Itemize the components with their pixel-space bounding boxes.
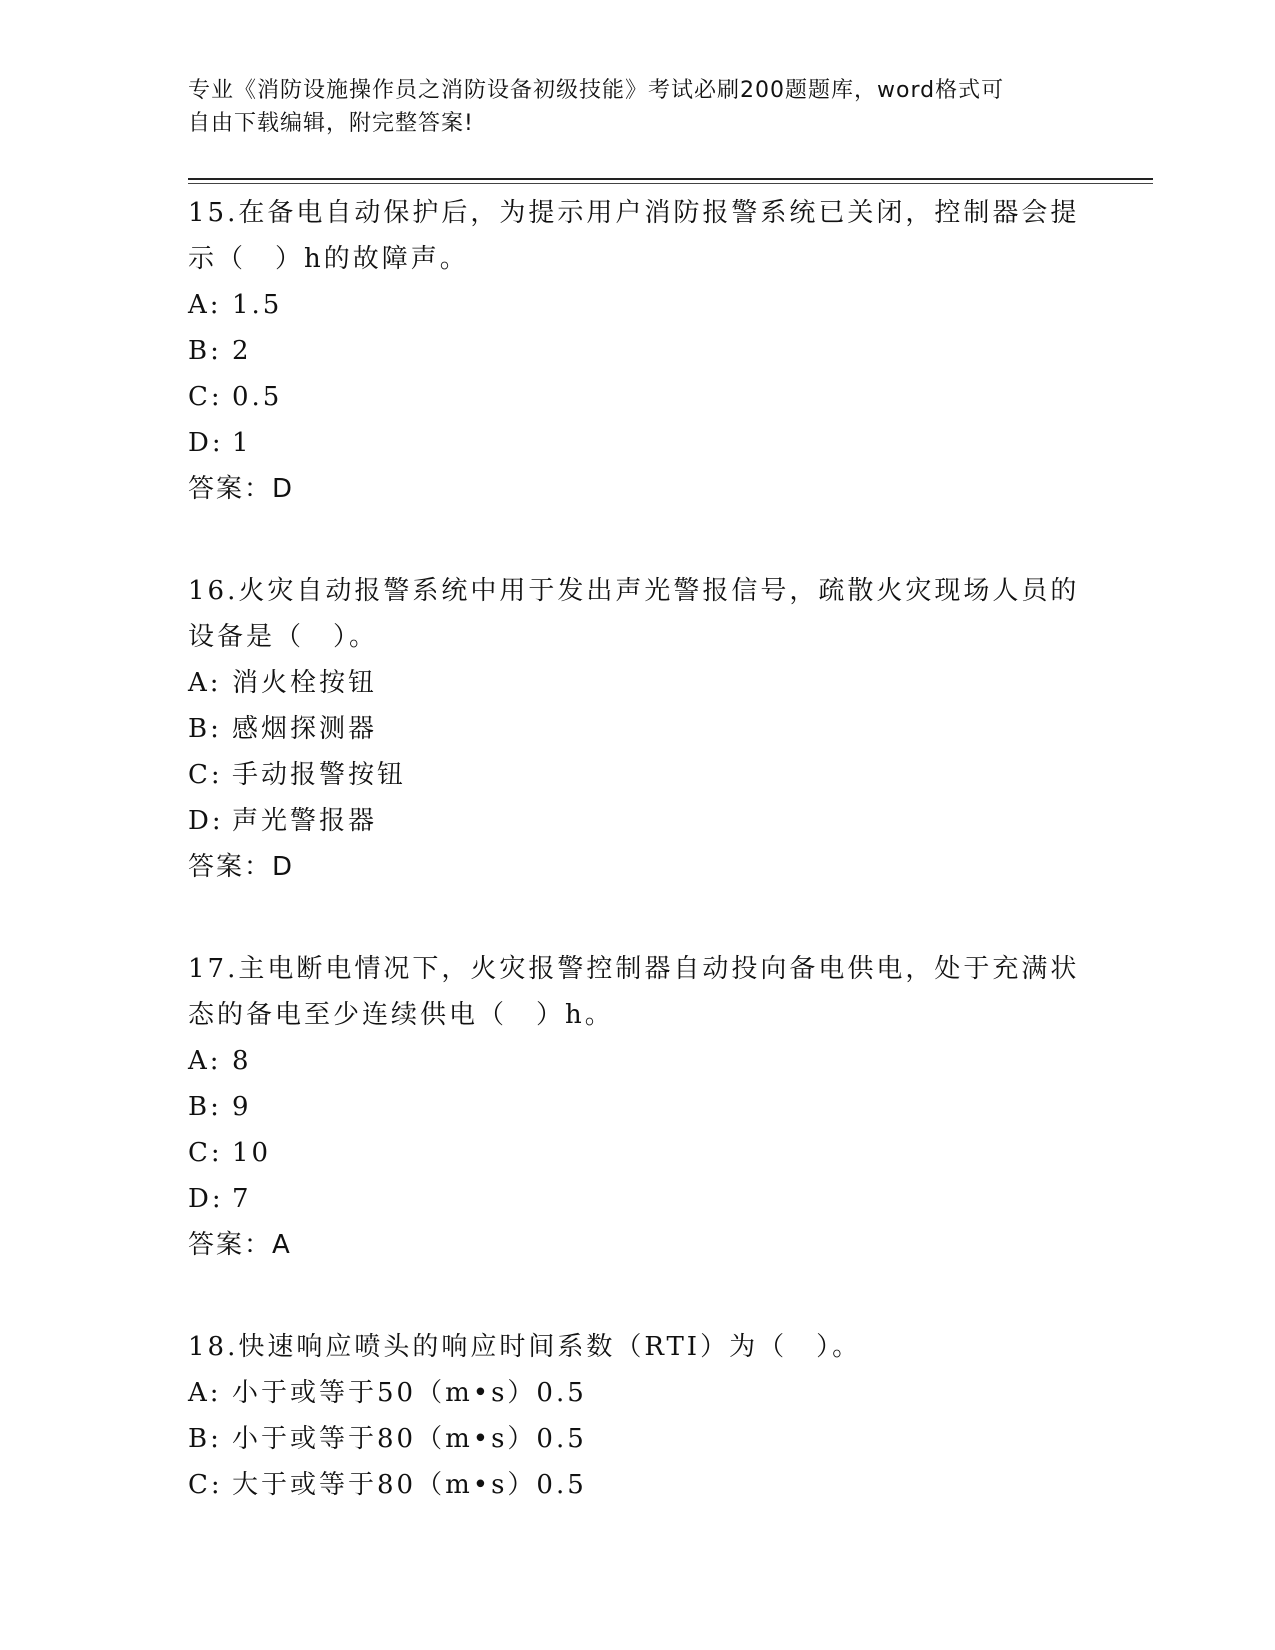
option-text: 声光警报器 bbox=[232, 806, 378, 836]
option-key: A: bbox=[188, 1378, 222, 1408]
option-key: C: bbox=[188, 1138, 223, 1168]
option-d bbox=[188, 420, 1088, 466]
option-c bbox=[188, 1462, 1088, 1508]
option-d bbox=[188, 1176, 1088, 1222]
option-b bbox=[188, 1416, 1088, 1462]
question-17 bbox=[188, 944, 1088, 1268]
question-stem bbox=[188, 1322, 1088, 1370]
option-text: 手动报警按钮 bbox=[232, 760, 407, 790]
answer-line: 答案：D bbox=[188, 852, 295, 882]
question-stem-line-1: 16.火灾自动报警系统中用于发出声光警报信号，疏散火灾现场人员的 bbox=[188, 576, 1080, 606]
option-text: 消火栓按钮 bbox=[232, 668, 378, 698]
question-list bbox=[188, 188, 1088, 1562]
header-title-line-1: 专业《消防设施操作员之消防设备初级技能》考试必刷200题题库，word格式可 bbox=[188, 78, 1005, 103]
option-text: 小于或等于80（m•s）0.5 bbox=[232, 1424, 587, 1454]
option-text: 9 bbox=[232, 1092, 252, 1122]
option-key: A: bbox=[188, 1046, 222, 1076]
option-a bbox=[188, 282, 1088, 328]
option-key: C: bbox=[188, 760, 223, 790]
option-key: D: bbox=[188, 1184, 224, 1214]
option-text: 7 bbox=[232, 1184, 252, 1214]
header-title-line-2: 自由下载编辑，附完整答案! bbox=[188, 111, 474, 136]
question-stem-line-1: 15.在备电自动保护后，为提示用户消防报警系统已关闭，控制器会提 bbox=[188, 198, 1080, 228]
option-a bbox=[188, 1038, 1088, 1084]
option-b bbox=[188, 1084, 1088, 1130]
question-stem-line-2: 设备是（ ）。 bbox=[188, 622, 379, 652]
option-text: 1 bbox=[232, 428, 252, 458]
option-key: B: bbox=[188, 1092, 222, 1122]
question-stem bbox=[188, 566, 1088, 660]
option-key: B: bbox=[188, 1424, 222, 1454]
option-c bbox=[188, 374, 1088, 420]
header-divider-thick bbox=[188, 178, 1153, 180]
option-text: 小于或等于50（m•s）0.5 bbox=[232, 1378, 587, 1408]
header-divider-thin bbox=[188, 183, 1153, 184]
option-key: C: bbox=[188, 1470, 223, 1500]
option-key: A: bbox=[188, 290, 222, 320]
option-b bbox=[188, 706, 1088, 752]
question-16 bbox=[188, 566, 1088, 890]
question-18 bbox=[188, 1322, 1088, 1508]
option-text: 0.5 bbox=[232, 382, 283, 412]
answer-line: 答案：D bbox=[188, 474, 295, 504]
option-text: 10 bbox=[232, 1138, 272, 1168]
question-stem-line-1: 18.快速响应喷头的响应时间系数（RTI）为（ ）。 bbox=[188, 1332, 862, 1362]
option-key: D: bbox=[188, 806, 224, 836]
option-text: 2 bbox=[232, 336, 252, 366]
document-header bbox=[188, 74, 1068, 140]
option-b bbox=[188, 328, 1088, 374]
question-15 bbox=[188, 188, 1088, 512]
option-key: B: bbox=[188, 336, 222, 366]
option-a bbox=[188, 1370, 1088, 1416]
question-stem-line-2: 态的备电至少连续供电（ ）h。 bbox=[188, 1000, 614, 1030]
option-key: C: bbox=[188, 382, 223, 412]
option-c bbox=[188, 1130, 1088, 1176]
option-text: 感烟探测器 bbox=[232, 714, 378, 744]
question-stem-line-1: 17.主电断电情况下，火灾报警控制器自动投向备电供电，处于充满状 bbox=[188, 954, 1080, 984]
option-text: 大于或等于80（m•s）0.5 bbox=[232, 1470, 587, 1500]
question-stem bbox=[188, 944, 1088, 1038]
option-key: A: bbox=[188, 668, 222, 698]
option-key: B: bbox=[188, 714, 222, 744]
option-key: D: bbox=[188, 428, 224, 458]
option-c bbox=[188, 752, 1088, 798]
question-stem bbox=[188, 188, 1088, 282]
answer-line: 答案：A bbox=[188, 1230, 292, 1260]
option-d bbox=[188, 798, 1088, 844]
option-text: 1.5 bbox=[232, 290, 283, 320]
option-a bbox=[188, 660, 1088, 706]
question-stem-line-2: 示（ ）h的故障声。 bbox=[188, 244, 469, 274]
option-text: 8 bbox=[232, 1046, 252, 1076]
